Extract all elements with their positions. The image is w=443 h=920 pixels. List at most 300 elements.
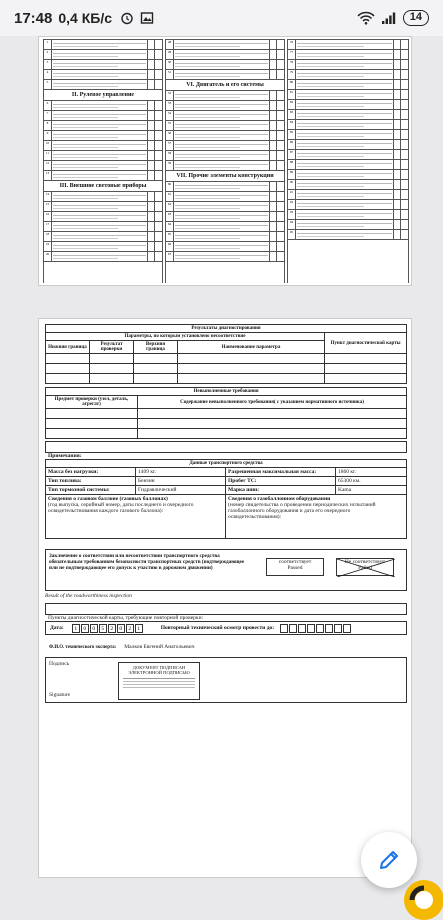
card-row-number: 78: [288, 60, 296, 69]
card-row-check: [401, 210, 408, 219]
brake-label: Тип тормозной системы:: [48, 487, 110, 493]
card-row: [44, 70, 162, 80]
card-row: [288, 150, 408, 160]
signature-box: [45, 657, 407, 703]
fuel-value: Бензин: [138, 478, 155, 484]
card-row-number: 12: [44, 161, 52, 170]
section-title: VII. Прочие элементы конструкции: [166, 171, 284, 182]
card-row: [288, 160, 408, 170]
card-row-text: [174, 252, 270, 261]
card-row: [166, 40, 284, 50]
failed-en: Failed: [358, 565, 372, 571]
card-row-number: 14: [44, 192, 52, 201]
card-row-text: [52, 161, 148, 170]
card-row-check: [401, 170, 408, 179]
card-row-text: [296, 110, 394, 119]
result-en: Result of the roadworthiness inspection: [45, 593, 132, 599]
card-row-number: 54: [166, 111, 174, 120]
card-row-check: [148, 141, 155, 150]
fuel-label: Тип топлива:: [48, 478, 82, 484]
date-digit-box: 0: [90, 624, 98, 633]
card-row-check: [155, 232, 162, 241]
card-row-number: 92: [288, 200, 296, 209]
card-row: [166, 70, 284, 80]
card-row-text: [52, 232, 148, 241]
card-row-number: 95: [288, 230, 296, 239]
signature-ru: Подпись: [49, 661, 70, 667]
card-row-text: [296, 190, 394, 199]
stamp-line1: ДОКУМЕНТ ПОДПИСАН: [132, 665, 186, 670]
card-row: [288, 100, 408, 110]
card-row-check: [148, 242, 155, 251]
card-row-text: [52, 101, 148, 110]
card-row-number: 51: [166, 70, 174, 79]
card-row-number: 91: [288, 190, 296, 199]
card-row-check: [270, 232, 277, 241]
card-row-check: [270, 151, 277, 160]
card-row-check: [394, 60, 401, 69]
card-row-check: [401, 110, 408, 119]
card-row-text: [174, 60, 270, 69]
card-row-check: [394, 120, 401, 129]
date-digit-box: 2: [126, 624, 134, 633]
wifi-icon: [357, 11, 375, 25]
card-row-check: [270, 121, 277, 130]
expert-label: Ф.И.О. технического эксперта:: [49, 644, 117, 650]
unfulfilled-title: Невыполненные требования: [46, 388, 407, 396]
card-row: [288, 130, 408, 140]
card-row-check: [155, 121, 162, 130]
card-row: [44, 50, 162, 60]
gas-equip-text: (номер свидетельства о проведении периодических испытаний газобаллонного оборудования и дата его очередного освидетельствования):: [228, 502, 376, 520]
card-row-check: [270, 161, 277, 170]
date-digit-box: 0: [81, 624, 89, 633]
card-row-check: [394, 130, 401, 139]
card-row-check: [401, 40, 408, 49]
card-row-text: [52, 202, 148, 211]
card-row-number: 58: [166, 151, 174, 160]
card-row-check: [277, 91, 284, 100]
card-row-number: 48: [166, 40, 174, 49]
card-row: [44, 161, 162, 171]
card-row-check: [148, 232, 155, 241]
col-upper: Верхняя граница: [134, 341, 178, 354]
card-row-check: [270, 182, 277, 191]
card-row-number: 1: [44, 40, 52, 49]
card-row-text: [296, 160, 394, 169]
card-row-check: [401, 140, 408, 149]
card-row: [166, 212, 284, 222]
card-row-text: [174, 161, 270, 170]
conclusion-text: Заключение о соответствии или несоответствии транспортного средства обязательным требованиям безопасности транспортных средств (подтверждающее или не подтверждающее его допуск к участию в дорожном движении): [49, 553, 245, 571]
card-row-text: [52, 242, 148, 251]
card-row-text: [52, 171, 148, 180]
card-row-check: [270, 202, 277, 211]
card-row-check: [148, 192, 155, 201]
conclusion-box: [45, 549, 407, 591]
card-row-text: [174, 121, 270, 130]
card-row-check: [155, 192, 162, 201]
tyre-label: Марка шин:: [228, 487, 260, 493]
card-row-check: [394, 40, 401, 49]
card-row-check: [277, 141, 284, 150]
card-row-number: 3: [44, 60, 52, 69]
card-row-number: 77: [288, 50, 296, 59]
gas-text: (год выпуска, серийный номер, даты последнего и очередного освидетельствования каждого газового баллона):: [48, 502, 194, 514]
card-row-check: [270, 252, 277, 261]
card-row-number: 61: [166, 192, 174, 201]
card-row-check: [148, 40, 155, 49]
notes-box: [45, 441, 407, 459]
failed-box[interactable]: [336, 558, 394, 576]
card-row-check: [394, 110, 401, 119]
col-requirement: Содержание невыполненного требования( с указанием нормативного источника): [138, 396, 407, 409]
card-row-text: [296, 230, 394, 239]
date-digit-box: 1: [135, 624, 143, 633]
card-row-check: [155, 141, 162, 150]
repeat-date-boxes: [280, 624, 351, 633]
card-row-check: [270, 91, 277, 100]
card-row-check: [394, 210, 401, 219]
gas-equip-label: Сведения о газобаллонном оборудовании: [228, 496, 331, 502]
card-row-check: [277, 131, 284, 140]
card-row-check: [148, 171, 155, 180]
card-row-text: [296, 70, 394, 79]
card-row: [166, 222, 284, 232]
card-row: [166, 60, 284, 70]
card-row-check: [270, 60, 277, 69]
card-row-text: [174, 141, 270, 150]
card-row-check: [401, 70, 408, 79]
card-row-number: 19: [44, 242, 52, 251]
card-row-check: [155, 161, 162, 170]
repeat-box: [45, 603, 407, 621]
card-row-check: [148, 70, 155, 79]
card-row: [44, 242, 162, 252]
card-row-number: 84: [288, 120, 296, 129]
card-row-check: [277, 232, 284, 241]
card-row-check: [155, 50, 162, 59]
card-row-text: [174, 242, 270, 251]
card-row: [166, 121, 284, 131]
card-row: [44, 202, 162, 212]
card-row-text: [52, 252, 148, 261]
card-row-number: 80: [288, 80, 296, 89]
date-digit-box: 1: [72, 624, 80, 633]
card-row-number: 85: [288, 130, 296, 139]
card-row: [44, 212, 162, 222]
gallery-icon: [140, 11, 154, 25]
card-row-check: [394, 140, 401, 149]
card-row-number: 90: [288, 180, 296, 189]
card-row-text: [52, 151, 148, 160]
card-row-text: [296, 100, 394, 109]
card-row-check: [270, 70, 277, 79]
card-row: [44, 60, 162, 70]
card-row-check: [277, 202, 284, 211]
card-row-number: 49: [166, 50, 174, 59]
card-row: [288, 190, 408, 200]
card-row-check: [270, 222, 277, 231]
card-row-check: [155, 212, 162, 221]
card-row-number: 9: [44, 131, 52, 140]
col-lower: Нижняя граница: [46, 341, 90, 354]
card-row-number: 66: [166, 242, 174, 251]
mass-label: Масса без нагрузки:: [48, 469, 99, 475]
card-row-check: [148, 212, 155, 221]
document-page-2[interactable]: [38, 318, 412, 878]
col-check-subject: Предмет проверки (узел, деталь, агрегат): [46, 396, 138, 409]
card-row-check: [148, 151, 155, 160]
card-row: [44, 192, 162, 202]
card-row-text: [174, 91, 270, 100]
card-row-check: [277, 182, 284, 191]
card-row-number: 82: [288, 100, 296, 109]
card-row-number: 52: [166, 91, 174, 100]
card-row-text: [296, 130, 394, 139]
expert-row: [45, 641, 407, 653]
card-row-number: 79: [288, 70, 296, 79]
card-row-check: [401, 190, 408, 199]
card-row-text: [174, 131, 270, 140]
card-row: [288, 70, 408, 80]
card-row: [44, 151, 162, 161]
date-digit-box: 0: [117, 624, 125, 633]
card-row-text: [296, 80, 394, 89]
card-row-text: [52, 131, 148, 140]
card-row-number: 17: [44, 222, 52, 231]
card-row-number: 11: [44, 151, 52, 160]
card-row-check: [148, 121, 155, 130]
passed-en: Passed: [287, 565, 303, 571]
results-title: Результаты диагностирования: [46, 325, 407, 333]
card-row-check: [394, 190, 401, 199]
card-row-text: [296, 120, 394, 129]
card-row-number: 15: [44, 202, 52, 211]
card-row: [166, 151, 284, 161]
status-bar: [0, 0, 443, 36]
card-row: [166, 101, 284, 111]
card-row-text: [174, 202, 270, 211]
card-row: [44, 171, 162, 181]
card-row-text: [296, 170, 394, 179]
card-row-text: [52, 80, 148, 89]
card-row-number: 76: [288, 40, 296, 49]
e-signature-stamp: [118, 662, 200, 700]
card-row-check: [277, 192, 284, 201]
page1-column-right: [287, 39, 409, 283]
card-row: [288, 40, 408, 50]
card-row-check: [277, 121, 284, 130]
card-row-check: [401, 230, 408, 239]
card-row: [288, 80, 408, 90]
card-row-text: [174, 222, 270, 231]
card-row: [288, 170, 408, 180]
card-row: [288, 140, 408, 150]
card-row-check: [277, 70, 284, 79]
card-row: [44, 222, 162, 232]
card-row-text: [174, 192, 270, 201]
card-row-check: [155, 202, 162, 211]
card-row-number: 13: [44, 171, 52, 180]
card-row-number: 88: [288, 160, 296, 169]
card-row-text: [296, 150, 394, 159]
card-row-check: [155, 111, 162, 120]
card-row-number: 16: [44, 212, 52, 221]
card-row: [288, 60, 408, 70]
card-row: [166, 192, 284, 202]
card-row-check: [155, 242, 162, 251]
date-digit-box: 5: [99, 624, 107, 633]
mass-value: 1409 кг.: [138, 469, 157, 475]
repeat-label: Пункты диагностической карты, требующие повторной проверки:: [48, 615, 204, 621]
card-row: [166, 202, 284, 212]
card-row: [166, 91, 284, 101]
card-row-check: [277, 252, 284, 261]
card-row-number: 10: [44, 141, 52, 150]
card-row-text: [174, 50, 270, 59]
card-row: [44, 101, 162, 111]
col-param-name: Наименование параметра: [178, 341, 325, 354]
card-row-text: [296, 180, 394, 189]
card-row-check: [401, 60, 408, 69]
card-row-check: [277, 111, 284, 120]
vehicle-title: Данные транспортного средства: [46, 460, 407, 468]
card-row-check: [155, 222, 162, 231]
signal-icon: [381, 11, 397, 25]
app-logo-icon: [394, 868, 443, 920]
notes-label: Примечания:: [48, 453, 82, 459]
card-row-number: 87: [288, 150, 296, 159]
card-row-number: 55: [166, 121, 174, 130]
card-row-check: [148, 50, 155, 59]
card-row-number: 18: [44, 232, 52, 241]
card-row-check: [148, 131, 155, 140]
card-row: [44, 131, 162, 141]
card-row-number: 94: [288, 220, 296, 229]
card-row-check: [155, 151, 162, 160]
card-row-check: [394, 70, 401, 79]
card-row-check: [270, 40, 277, 49]
card-row-check: [148, 101, 155, 110]
date-digits: [72, 624, 143, 633]
card-row-check: [394, 80, 401, 89]
card-row: [44, 141, 162, 151]
card-row-check: [270, 192, 277, 201]
card-row-text: [174, 151, 270, 160]
vehicle-table: [45, 459, 407, 539]
section-title: III. Внешние световые приборы: [44, 181, 162, 192]
card-row-number: 83: [288, 110, 296, 119]
card-row-check: [401, 150, 408, 159]
tyre-value: Kama: [338, 487, 352, 493]
card-row-check: [277, 60, 284, 69]
card-row: [44, 252, 162, 262]
card-row-number: 86: [288, 140, 296, 149]
card-row-check: [270, 50, 277, 59]
status-speed: 0,4 КБ/с: [58, 10, 113, 26]
card-row-check: [155, 101, 162, 110]
card-row: [288, 220, 408, 230]
card-row-check: [401, 160, 408, 169]
card-row: [288, 120, 408, 130]
card-row-number: 6: [44, 101, 52, 110]
card-row: [288, 180, 408, 190]
card-row-number: 89: [288, 170, 296, 179]
card-row-text: [52, 70, 148, 79]
expert-name: Малков Евгений Анатольевич: [124, 644, 195, 650]
card-row: [44, 111, 162, 121]
card-row-check: [401, 120, 408, 129]
card-row-check: [394, 150, 401, 159]
card-row-check: [401, 80, 408, 89]
card-row: [44, 232, 162, 242]
card-row-text: [52, 60, 148, 69]
card-row-check: [277, 151, 284, 160]
card-row-number: 7: [44, 111, 52, 120]
card-row-number: 5: [44, 80, 52, 89]
passed-ru: соответствует: [278, 559, 312, 565]
card-row-check: [394, 220, 401, 229]
card-row: [166, 232, 284, 242]
card-row-check: [394, 200, 401, 209]
section-title: VI. Двигатель и его системы: [166, 80, 284, 91]
document-page-1[interactable]: [38, 36, 412, 286]
alarm-icon: [120, 11, 134, 25]
card-row-text: [52, 50, 148, 59]
card-row-number: 8: [44, 121, 52, 130]
results-table: [45, 324, 407, 384]
card-row-text: [52, 222, 148, 231]
card-row-check: [155, 80, 162, 89]
card-row-number: 62: [166, 202, 174, 211]
card-row-number: 56: [166, 131, 174, 140]
card-row-text: [52, 212, 148, 221]
col-diag-card: Пункт диагностической карты: [325, 333, 407, 354]
card-row-text: [52, 141, 148, 150]
card-row-text: [174, 182, 270, 191]
signature-en: Signature: [49, 692, 71, 698]
section-title: II. Рулевое управление: [44, 90, 162, 101]
card-row: [166, 141, 284, 151]
card-row: [288, 210, 408, 220]
card-row-text: [296, 210, 394, 219]
card-row-check: [394, 90, 401, 99]
passed-box[interactable]: [266, 558, 324, 576]
col-result: Результат проверки: [90, 341, 134, 354]
card-row-number: 53: [166, 101, 174, 110]
card-row-check: [148, 161, 155, 170]
card-row-number: 65: [166, 232, 174, 241]
card-row: [288, 50, 408, 60]
card-row: [166, 111, 284, 121]
date-row: [45, 621, 407, 635]
card-row-text: [174, 101, 270, 110]
card-row-text: [296, 220, 394, 229]
gas-label: Сведения о газовом баллоне (газовых баллонах): [48, 496, 168, 502]
page1-column-left: [43, 39, 163, 283]
params-title: Параметры, по которым установлено несоответствие: [46, 333, 325, 341]
card-row-check: [155, 252, 162, 261]
brake-value: Гидравлический: [138, 487, 177, 493]
card-row-text: [174, 111, 270, 120]
card-row-check: [401, 100, 408, 109]
unfulfilled-table: [45, 387, 407, 439]
card-row-text: [296, 200, 394, 209]
card-row-number: 2: [44, 50, 52, 59]
stamp-line2: ЭЛЕКТРОННОЙ ПОДПИСЬЮ: [128, 670, 190, 675]
battery-indicator: 14: [403, 10, 429, 26]
